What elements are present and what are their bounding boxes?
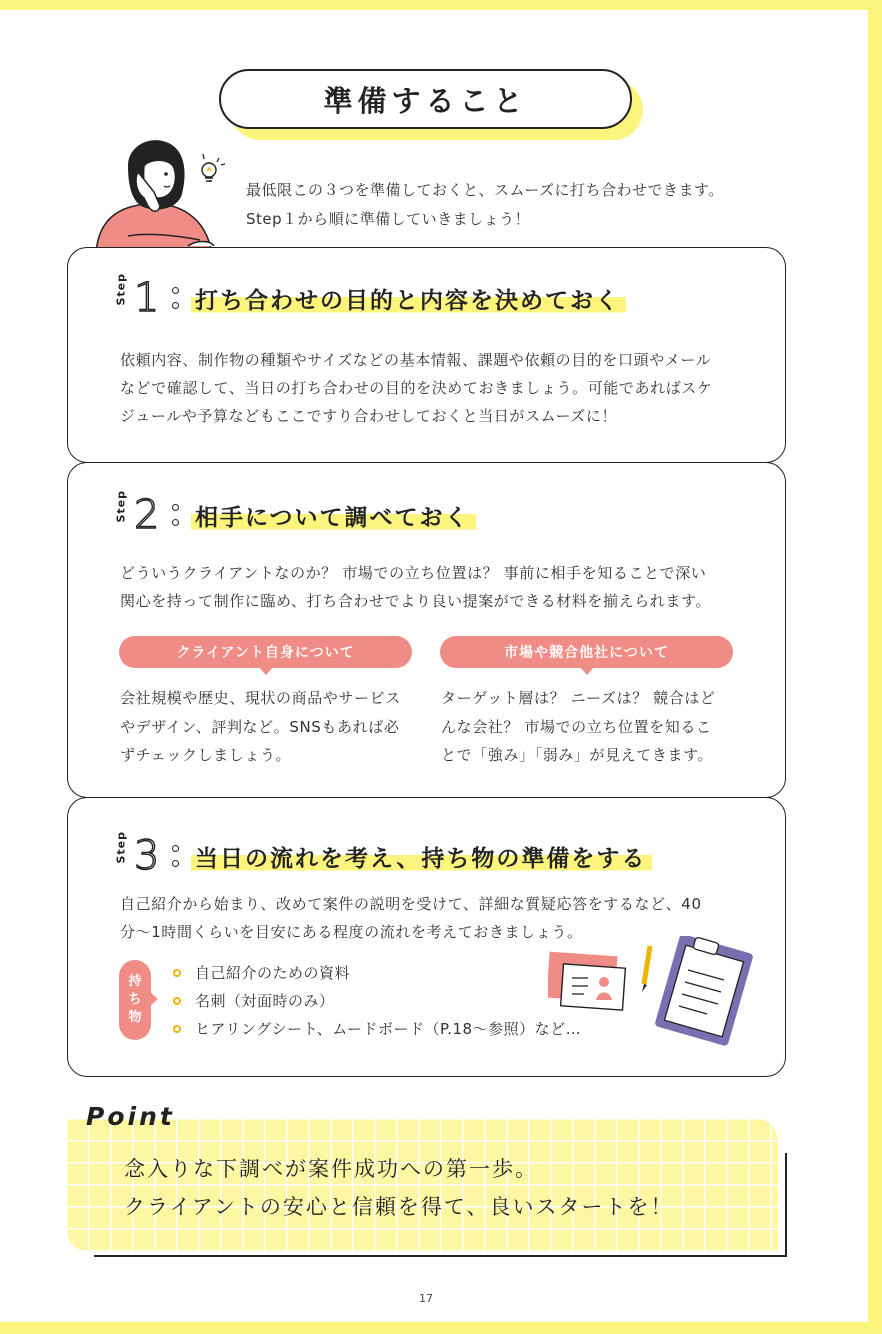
description-line: ジュールや予算などもここですり合わせしておくと当日がスムーズに！ bbox=[120, 407, 618, 425]
subsection-text-client bbox=[120, 684, 401, 770]
intro-line: Step１から順に準備していきましょう！ bbox=[246, 210, 531, 228]
step-title: 当日の流れを考え、持ち物の準備をする bbox=[191, 840, 652, 873]
description-line: どういうクライアントなのか？ 市場での立ち位置は？ 事前に相手を知ることで深い bbox=[120, 564, 707, 582]
subsection-line: とで「強み」「弱み」が見えてきます。 bbox=[441, 746, 714, 764]
bullet-icon bbox=[173, 1025, 181, 1033]
subsection-text-market bbox=[441, 684, 716, 770]
page-frame-bottom bbox=[0, 1322, 882, 1334]
step-title: 打ち合わせの目的と内容を決めておく bbox=[191, 282, 626, 315]
clipboard-icon bbox=[654, 936, 754, 1046]
item-label: 自己紹介のための資料 bbox=[195, 964, 351, 982]
subsection-line: んな会社？ 市場での立ち位置を知るこ bbox=[441, 717, 712, 736]
business-card-illustration bbox=[548, 952, 625, 1010]
description-line: 分～1時間くらいを目安にある程度の流れを考えておきましょう。 bbox=[120, 923, 583, 941]
pencil-icon bbox=[642, 946, 650, 992]
items-list bbox=[173, 959, 581, 1043]
step-number: 2 bbox=[134, 492, 160, 538]
step-1-header bbox=[114, 272, 626, 321]
items-badge-char: 持 bbox=[128, 974, 142, 989]
point-line: 念入りな下調べが案件成功への第一歩。 bbox=[124, 1157, 538, 1181]
step-colon bbox=[172, 504, 179, 526]
step-number: 1 bbox=[134, 275, 160, 321]
point-line: クライアントの安心と信頼を得て、良いスタートを！ bbox=[124, 1195, 674, 1219]
list-item bbox=[173, 1015, 581, 1043]
subsection-line: ずチェックしましょう。 bbox=[120, 746, 292, 764]
point-label: Point bbox=[86, 1102, 175, 1131]
step-colon bbox=[172, 287, 179, 309]
items-badge-char: 物 bbox=[128, 1010, 142, 1025]
step-1-card bbox=[67, 247, 786, 463]
page-frame-right bbox=[868, 0, 882, 1334]
description-line: 自己紹介から始まり、改めて案件の説明を受けて、詳細な質疑応答をするなど、40 bbox=[120, 895, 702, 913]
intro-line: 最低限この３つを準備しておくと、スムーズに打ち合わせできます。 bbox=[246, 181, 724, 199]
lightbulb-icon bbox=[195, 152, 231, 192]
step-2-description bbox=[120, 559, 711, 615]
list-item bbox=[173, 959, 581, 987]
item-label: ヒアリングシート、ムードボード（P.18～参照）など… bbox=[195, 1020, 582, 1038]
step-3-card bbox=[67, 797, 786, 1077]
subsection-line: 会社規模や歴史、現状の商品やサービス bbox=[120, 689, 401, 707]
page-frame-top bbox=[0, 0, 882, 10]
list-item bbox=[173, 987, 581, 1015]
step-word: Step bbox=[114, 272, 128, 305]
step-word: Step bbox=[114, 489, 128, 522]
step-title: 相手について調べておく bbox=[191, 499, 476, 532]
subsection-heading-client: クライアント自身について bbox=[119, 636, 412, 668]
page-title: 準備すること bbox=[219, 69, 632, 129]
step-colon bbox=[172, 845, 179, 867]
bullet-icon bbox=[173, 997, 181, 1005]
page-number: 17 bbox=[419, 1292, 433, 1305]
step-1-description bbox=[120, 346, 713, 430]
subsection-line: やデザイン、評判など。SNSもあれば必 bbox=[120, 717, 400, 736]
subsection-heading-market: 市場や競合他社について bbox=[440, 636, 733, 668]
items-badge-char: ち bbox=[128, 992, 142, 1007]
bullet-icon bbox=[173, 969, 181, 977]
step-2-card bbox=[67, 462, 786, 798]
description-line: 関心を持って制作に臨め、打ち合わせでより良い提案ができる材料を揃えられます。 bbox=[120, 592, 712, 610]
step-number: 3 bbox=[134, 833, 160, 879]
step-word: Step bbox=[114, 830, 128, 863]
description-line: などで確認して、当日の打ち合わせの目的を決めておきましょう。可能であればスケ bbox=[120, 379, 713, 397]
intro-text bbox=[246, 176, 806, 234]
subsection-line: ターゲット層は？ ニーズは？ 競合はど bbox=[441, 689, 716, 707]
point-text bbox=[124, 1150, 673, 1226]
documents-illustration bbox=[548, 936, 758, 1046]
description-line: 依頼内容、制作物の種類やサイズなどの基本情報、課題や依頼の目的を口頭やメール bbox=[120, 351, 712, 369]
item-label: 名刺（対面時のみ） bbox=[195, 992, 335, 1010]
step-3-header bbox=[114, 830, 652, 879]
step-2-header bbox=[114, 489, 476, 538]
items-badge bbox=[119, 960, 151, 1040]
